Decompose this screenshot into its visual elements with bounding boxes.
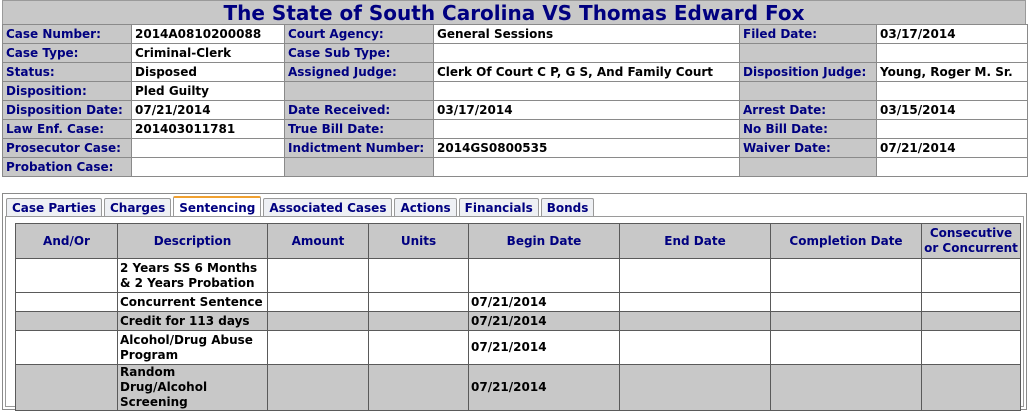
value-no-bill-date — [877, 120, 1028, 139]
label-date-received: Date Received: — [285, 101, 434, 120]
column-header-end-date[interactable]: End Date — [620, 224, 771, 259]
cell-amount — [268, 312, 369, 331]
case-info-row — [3, 120, 1028, 139]
value-court-agency: General Sessions — [434, 25, 740, 44]
label-arrest-date: Arrest Date: — [740, 101, 877, 120]
label-no-bill-date: No Bill Date: — [740, 120, 877, 139]
cell-and-or — [16, 293, 118, 312]
label-status: Status: — [3, 63, 132, 82]
empty-value-cell — [877, 44, 1028, 63]
cell-completion-date — [771, 331, 922, 365]
tab-associated-cases[interactable]: Associated Cases — [263, 198, 392, 217]
label-waiver-date: Waiver Date: — [740, 139, 877, 158]
cell-end-date — [620, 259, 771, 293]
value-date-received: 03/17/2014 — [434, 101, 740, 120]
cell-description: 2 Years SS 6 Months & 2 Years Probation — [118, 259, 268, 293]
cell-and-or — [16, 312, 118, 331]
cell-begin-date: 07/21/2014 — [469, 293, 620, 312]
label-disposition-judge: Disposition Judge: — [740, 63, 877, 82]
cell-consecutive-or-concurrent — [922, 293, 1021, 312]
cell-completion-date — [771, 259, 922, 293]
tab-charges[interactable]: Charges — [104, 198, 171, 217]
tab-bonds[interactable]: Bonds — [541, 198, 595, 217]
value-disposition-judge: Young, Roger M. Sr. — [877, 63, 1028, 82]
case-info-row — [3, 101, 1028, 120]
value-status: Disposed — [132, 63, 285, 82]
empty-label-cell — [285, 158, 434, 177]
column-header-consecutive-or-concurrent[interactable]: Consecutive or Concurrent — [922, 224, 1021, 259]
column-header-completion-date[interactable]: Completion Date — [771, 224, 922, 259]
value-case-sub-type — [434, 44, 740, 63]
cell-end-date — [620, 331, 771, 365]
empty-value-cell — [434, 82, 740, 101]
label-law-enf-case: Law Enf. Case: — [3, 120, 132, 139]
value-assigned-judge: Clerk Of Court C P, G S, And Family Court — [434, 63, 740, 82]
cell-units — [369, 365, 469, 411]
value-waiver-date: 07/21/2014 — [877, 139, 1028, 158]
cell-begin-date: 07/21/2014 — [469, 312, 620, 331]
case-info-row — [3, 158, 1028, 177]
sentencing-row — [16, 312, 1021, 331]
tab-strip — [6, 196, 596, 217]
sentencing-row — [16, 331, 1021, 365]
cell-end-date — [620, 365, 771, 411]
case-detail-tabpanel — [2, 193, 1027, 410]
case-info-table — [2, 24, 1028, 177]
label-case-type: Case Type: — [3, 44, 132, 63]
cell-amount — [268, 365, 369, 411]
value-prosecutor-case — [132, 139, 285, 158]
cell-consecutive-or-concurrent — [922, 365, 1021, 411]
case-info-row — [3, 63, 1028, 82]
tab-sentencing[interactable]: Sentencing — [173, 196, 261, 217]
column-header-description[interactable]: Description — [118, 224, 268, 259]
sentencing-table — [15, 223, 1021, 411]
cell-consecutive-or-concurrent — [922, 312, 1021, 331]
cell-completion-date — [771, 312, 922, 331]
case-info-row — [3, 25, 1028, 44]
cell-and-or — [16, 331, 118, 365]
cell-completion-date — [771, 293, 922, 312]
tab-actions[interactable]: Actions — [394, 198, 456, 217]
cell-begin-date: 07/21/2014 — [469, 365, 620, 411]
value-disposition: Pled Guilty — [132, 82, 285, 101]
sentencing-row — [16, 259, 1021, 293]
value-case-number: 2014A0810200088 — [132, 25, 285, 44]
cell-units — [369, 312, 469, 331]
cell-amount — [268, 293, 369, 312]
column-header-and-or[interactable]: And/Or — [16, 224, 118, 259]
sentencing-row — [16, 293, 1021, 312]
sentencing-row — [16, 365, 1021, 411]
empty-value-cell — [877, 158, 1028, 177]
column-header-units[interactable]: Units — [369, 224, 469, 259]
empty-label-cell — [740, 158, 877, 177]
value-true-bill-date — [434, 120, 740, 139]
cell-units — [369, 293, 469, 312]
sentencing-tab-content — [5, 217, 1024, 407]
label-probation-case: Probation Case: — [3, 158, 132, 177]
cell-end-date — [620, 293, 771, 312]
value-probation-case — [132, 158, 285, 177]
cell-and-or — [16, 365, 118, 411]
case-title: The State of South Carolina VS Thomas Edward Fox — [2, 0, 1026, 25]
empty-label-cell — [285, 82, 434, 101]
label-indictment-number: Indictment Number: — [285, 139, 434, 158]
tab-financials[interactable]: Financials — [459, 198, 539, 217]
case-info-row — [3, 44, 1028, 63]
label-assigned-judge: Assigned Judge: — [285, 63, 434, 82]
cell-amount — [268, 331, 369, 365]
cell-units — [369, 259, 469, 293]
value-arrest-date: 03/15/2014 — [877, 101, 1028, 120]
cell-description: Random Drug/Alcohol Screening — [118, 365, 268, 411]
label-true-bill-date: True Bill Date: — [285, 120, 434, 139]
label-filed-date: Filed Date: — [740, 25, 877, 44]
label-disposition-date: Disposition Date: — [3, 101, 132, 120]
cell-consecutive-or-concurrent — [922, 259, 1021, 293]
value-disposition-date: 07/21/2014 — [132, 101, 285, 120]
label-case-sub-type: Case Sub Type: — [285, 44, 434, 63]
cell-begin-date: 07/21/2014 — [469, 331, 620, 365]
cell-end-date — [620, 312, 771, 331]
tab-case-parties[interactable]: Case Parties — [6, 198, 102, 217]
cell-amount — [268, 259, 369, 293]
case-info-row — [3, 82, 1028, 101]
column-header-begin-date[interactable]: Begin Date — [469, 224, 620, 259]
label-prosecutor-case: Prosecutor Case: — [3, 139, 132, 158]
empty-label-cell — [740, 82, 877, 101]
cell-completion-date — [771, 365, 922, 411]
column-header-amount[interactable]: Amount — [268, 224, 369, 259]
label-case-number: Case Number: — [3, 25, 132, 44]
empty-value-cell — [434, 158, 740, 177]
empty-value-cell — [877, 82, 1028, 101]
cell-and-or — [16, 259, 118, 293]
empty-label-cell — [740, 44, 877, 63]
cell-units — [369, 331, 469, 365]
value-filed-date: 03/17/2014 — [877, 25, 1028, 44]
cell-begin-date — [469, 259, 620, 293]
case-info-row — [3, 139, 1028, 158]
cell-description: Credit for 113 days — [118, 312, 268, 331]
value-case-type: Criminal-Clerk — [132, 44, 285, 63]
cell-description: Alcohol/Drug Abuse Program — [118, 331, 268, 365]
value-law-enf-case: 201403011781 — [132, 120, 285, 139]
label-court-agency: Court Agency: — [285, 25, 434, 44]
value-indictment-number: 2014GS0800535 — [434, 139, 740, 158]
cell-description: Concurrent Sentence — [118, 293, 268, 312]
label-disposition: Disposition: — [3, 82, 132, 101]
cell-consecutive-or-concurrent — [922, 331, 1021, 365]
